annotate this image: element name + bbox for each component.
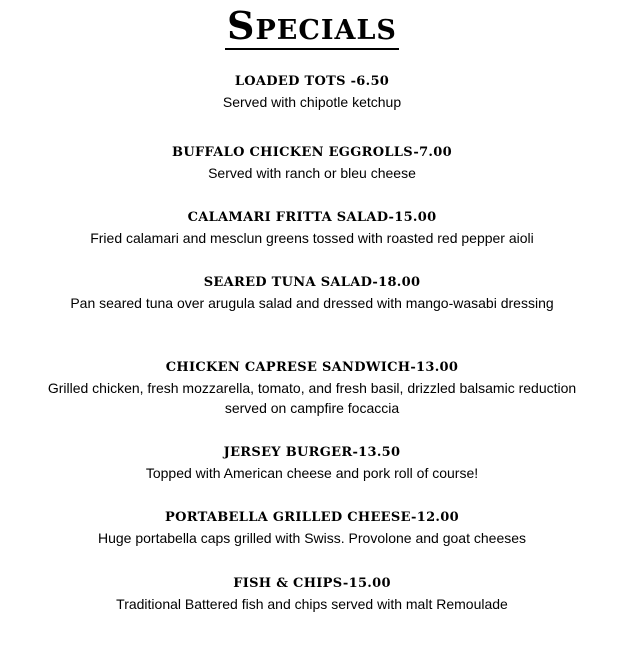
menu-title: Specials	[227, 3, 397, 48]
menu-item	[40, 574, 584, 614]
menu-title-wrapper	[0, 4, 624, 50]
menu-item	[40, 443, 584, 483]
item-description: Traditional Battered fish and chips served with malt Remoulade	[116, 596, 508, 612]
menu-item	[40, 143, 584, 183]
menu-item	[40, 208, 584, 248]
item-name: PORTABELLA GRILLED CHEESE-12.00	[165, 510, 459, 525]
item-description: Pan seared tuna over arugula salad and dressed with mango-wasabi dressing	[70, 295, 554, 311]
item-name: LOADED TOTS -6.50	[234, 74, 390, 89]
item-name: SEARED TUNA SALAD-18.00	[203, 275, 421, 290]
menu-item	[40, 72, 584, 112]
item-description: Served with chipotle ketchup	[222, 94, 402, 110]
menu-item	[40, 508, 584, 548]
item-description: Huge portabella caps grilled with Swiss. Provolone and goat cheeses	[97, 530, 527, 546]
item-name: CHICKEN CAPRESE SANDWICH-13.00	[165, 360, 459, 375]
item-description: Fried calamari and mesclun greens tossed with roasted red pepper aioli	[90, 230, 534, 246]
item-name: CALAMARI FRITTA SALAD-15.00	[187, 210, 437, 225]
item-description: Grilled chicken, fresh mozzarella, tomato, and fresh basil, drizzled balsamic reduction served on campfire focaccia	[47, 380, 577, 416]
item-description: Topped with American cheese and pork roll of course!	[145, 465, 479, 481]
item-name: JERSEY BURGER-13.50	[223, 445, 401, 460]
menu-item	[40, 358, 584, 418]
item-name: BUFFALO CHICKEN EGGROLLS-7.00	[172, 145, 452, 160]
item-name: FISH & CHIPS-15.00	[233, 576, 391, 591]
item-description: Served with ranch or bleu cheese	[208, 165, 416, 181]
menu-item	[40, 273, 584, 313]
